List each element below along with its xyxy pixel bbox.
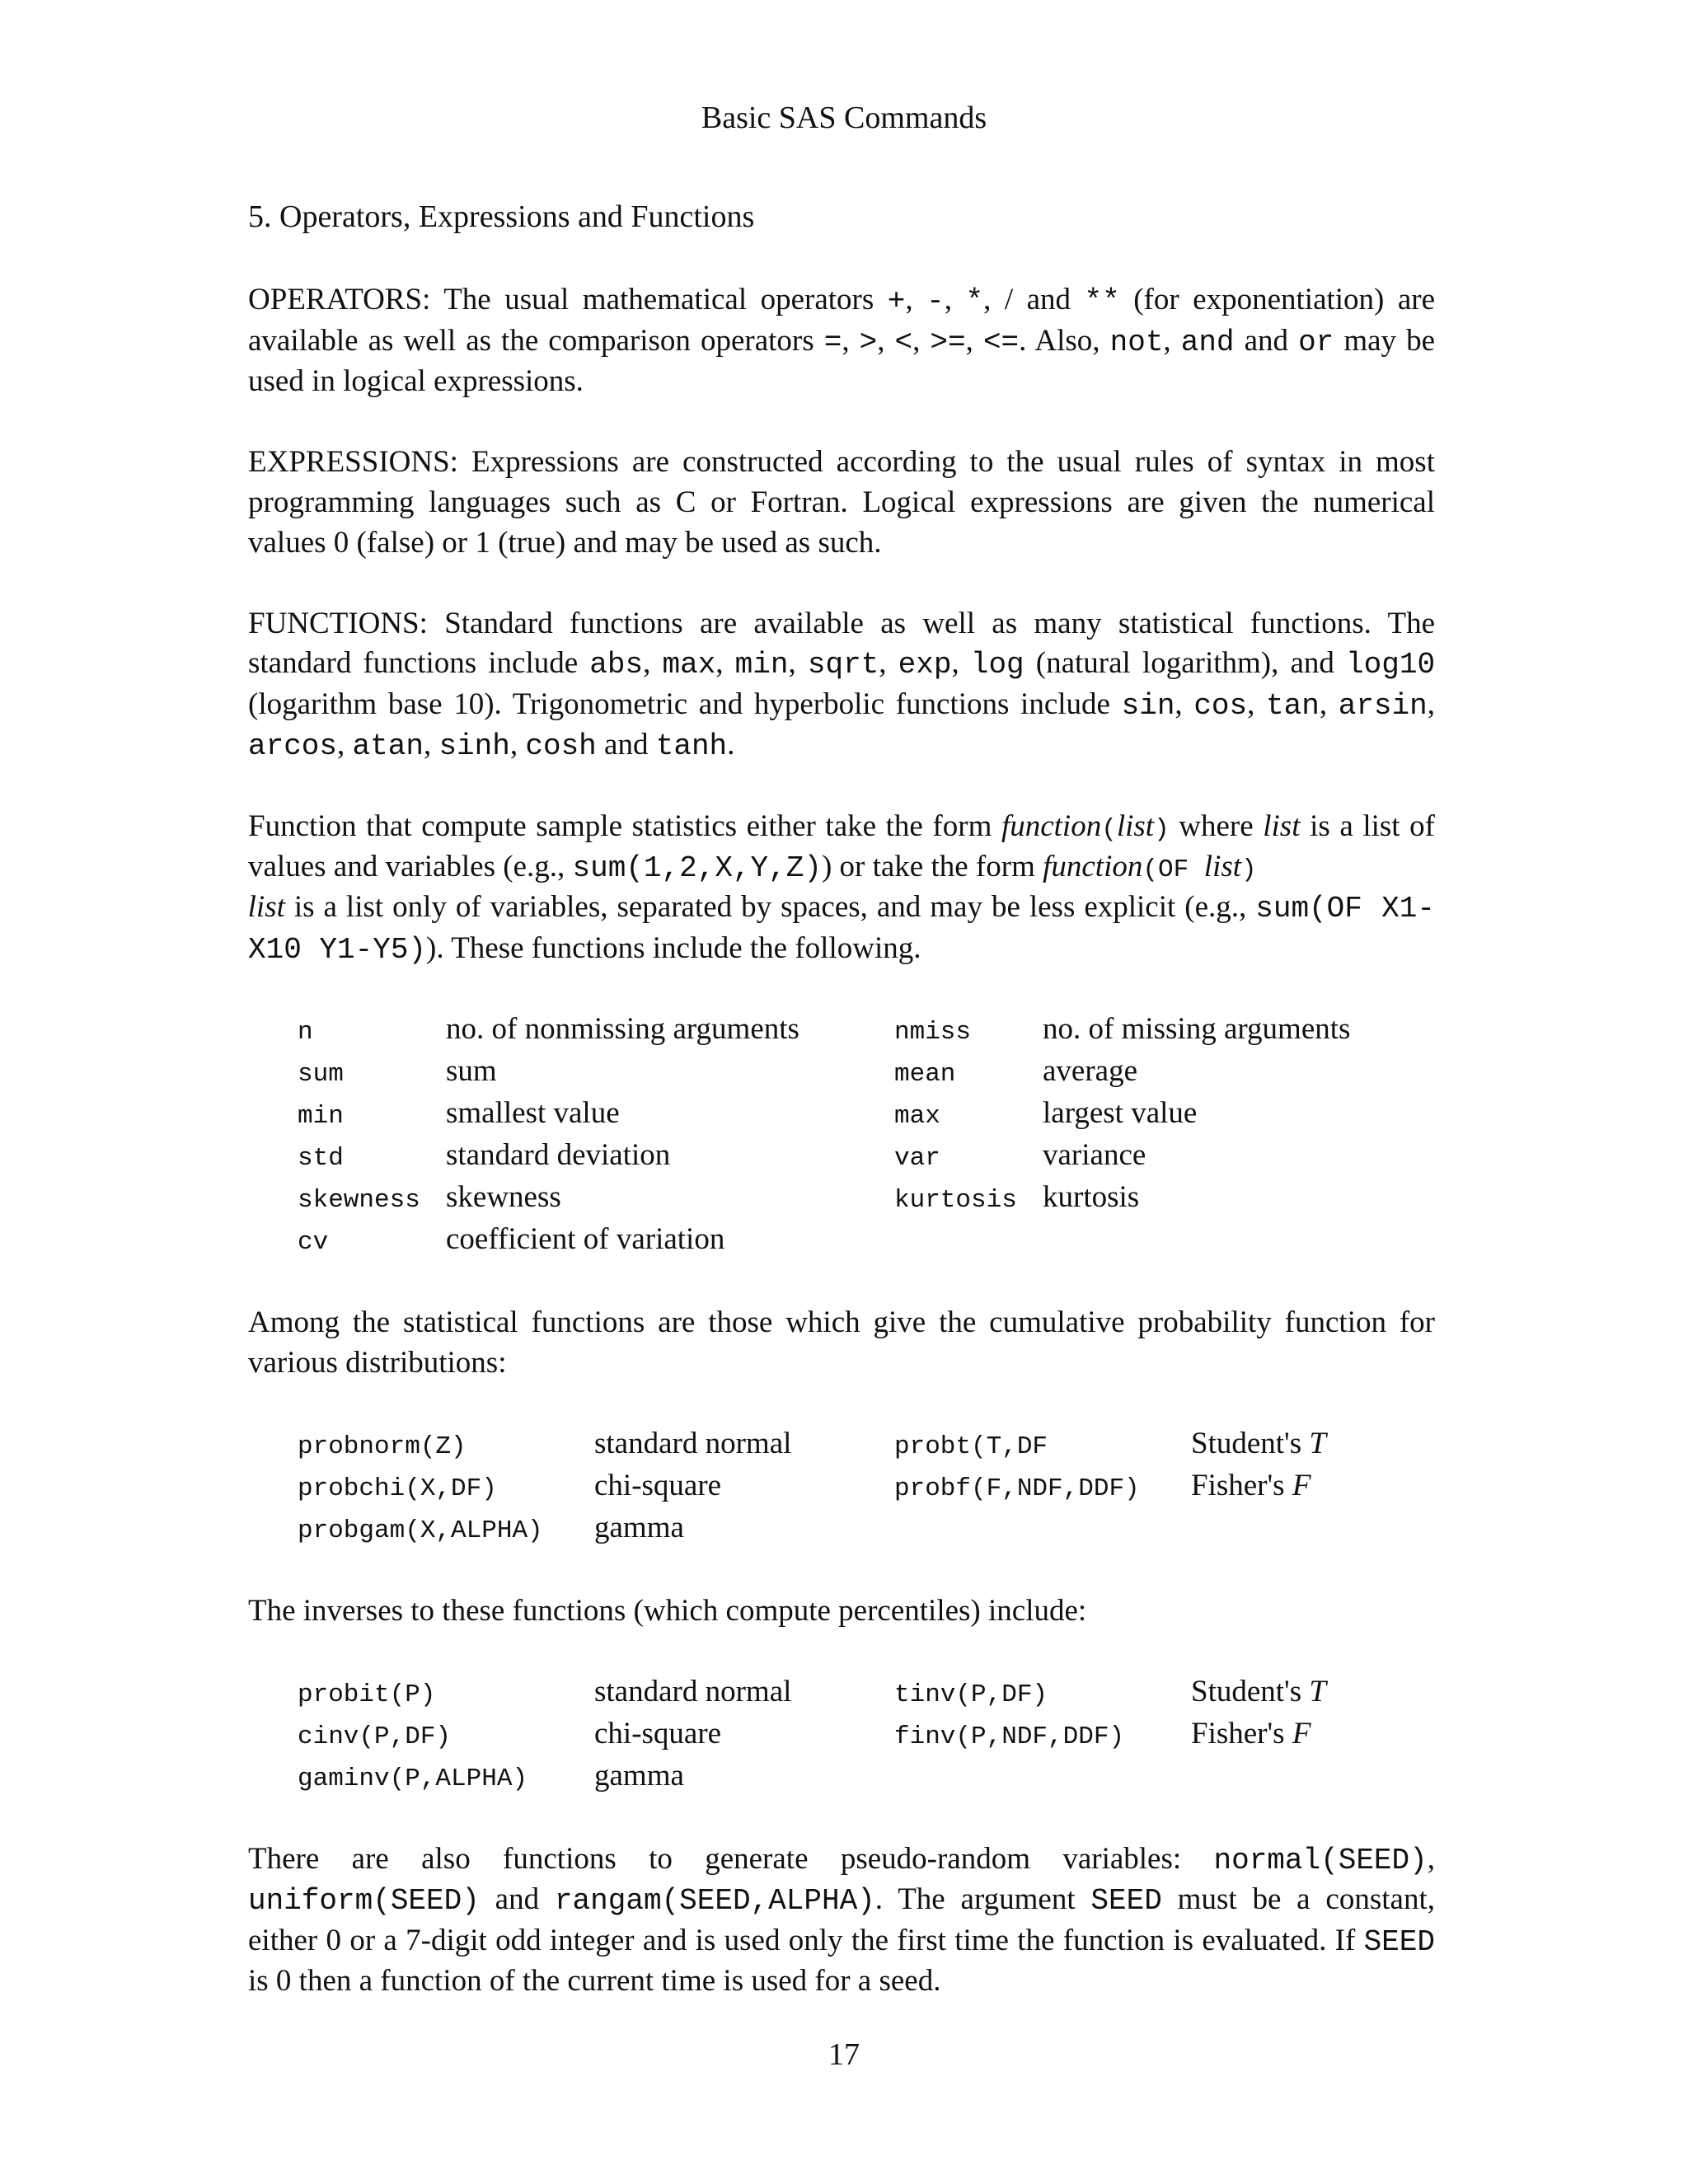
table-row [298,1466,1326,1508]
function-description: sum [446,1054,497,1089]
table-row [298,1220,1350,1262]
table-row [298,1756,1326,1798]
distribution-name [1191,1756,1326,1798]
function-description: variance [1043,1138,1146,1173]
function-name: tinv(P,DF) [894,1680,1048,1709]
function-name: n [298,1018,313,1047]
function-name: sum [298,1060,344,1090]
function-name: kurtosis [894,1186,1017,1216]
inverse-functions-table [298,1672,1326,1798]
function-name [894,1756,1191,1798]
page-number: 17 [828,2037,860,2072]
distribution-name [1191,1508,1326,1550]
function-description: no. of missing arguments [1043,1012,1351,1047]
function-name: probit(P) [298,1680,436,1709]
distribution-name: standard normal [594,1674,792,1708]
function-description: standard deviation [446,1138,671,1173]
distribution-name: gamma [594,1758,684,1793]
function-name: probt(T,DF [894,1432,1048,1461]
function-name: probnorm(Z) [298,1432,467,1461]
cdf-intro-paragraph: Among the statistical functions are those which give the cumulative probability function for various distributions: [248,1305,1435,1380]
function-name: cv [298,1228,329,1258]
function-name: gaminv(P,ALPHA) [298,1764,528,1793]
running-header: Basic SAS Commands [701,101,987,135]
table-row [298,1178,1350,1220]
distribution-name: standard normal [594,1426,792,1460]
distribution-name: chi-square [594,1468,722,1502]
function-name: cinv(P,DF) [298,1722,452,1751]
section-title: 5. Operators, Expressions and Functions [248,199,755,234]
operators-paragraph: OPERATORS: The usual mathematical operators +, -, *, / and ** (for exponentiation) are available as well as the comparison operators =, >, <, >=, <=. Also, not, and and or may be used in logical expressions. [248,283,1436,399]
table-row [298,1052,1350,1094]
function-name: mean [894,1060,956,1090]
distribution-name: Fisher's F [1191,1468,1311,1502]
function-description: smallest value [446,1096,620,1131]
function-name: nmiss [894,1018,972,1047]
stat-functions-table [298,1010,1350,1262]
sample-stats-paragraph: Function that compute sample statistics either take the form function(list) where list is a list of values and variables (e.g., sum(1,2,X,Y,Z)) or take the form function(OF list) list is a list only of variables, separated by spaces, and may be less explicit (e.g., sum(OF X1-X10 Y1-Y5)). These functions include the following. [247,808,1435,967]
distribution-name: chi-square [594,1716,722,1750]
table-row [298,1010,1350,1052]
function-name: probf(F,NDF,DDF) [894,1474,1140,1503]
function-name [894,1220,1043,1262]
function-name [894,1508,1191,1550]
distribution-name: Student's T [1191,1674,1326,1708]
table-row [298,1136,1350,1178]
expressions-label: EXPRESSIONS: [248,445,458,480]
distribution-name: Fisher's F [1191,1716,1311,1750]
cdf-functions-table [298,1424,1326,1550]
table-row [298,1094,1350,1136]
function-name: max [894,1102,940,1132]
function-name: finv(P,NDF,DDF) [894,1722,1125,1751]
function-description: skewness [446,1180,561,1215]
inverse-intro-paragraph: The inverses to these functions (which compute percentiles) include: [248,1593,1087,1628]
operators-label: OPERATORS: [248,283,431,317]
function-description: no. of nonmissing arguments [446,1012,799,1047]
table-row [298,1508,1326,1550]
functions-paragraph: FUNCTIONS: Standard functions are available as well as many statistical functions. The standard functions include abs, max, min, sqrt, exp, log (natural logarithm), and log10 (logarithm base 10). Trigonometric and hyperbolic functions include sin, cos, tan, arsin, arcos, atan, sinh, cosh and tanh. [248,606,1436,764]
function-name: skewness [298,1186,420,1216]
function-name: var [894,1144,940,1174]
function-name: probchi(X,DF) [298,1474,497,1503]
table-row [298,1714,1326,1756]
functions-label: FUNCTIONS: [248,606,428,640]
function-description: average [1043,1054,1138,1089]
random-functions-paragraph: There are also functions to generate pseudo-random variables: normal(SEED), uniform(SEED) and rangam(SEED,ALPHA). The argument SEED must be a constant, either 0 or a 7-digit odd integer and is used only the first time the function is evaluated. If SEED is 0 then a function of the current time is used for a seed. [248,1841,1435,1999]
function-description: kurtosis [1043,1180,1140,1215]
function-description [1043,1220,1350,1262]
table-row [298,1672,1326,1714]
function-name: std [298,1144,344,1174]
distribution-name: gamma [594,1510,684,1544]
expressions-paragraph: EXPRESSIONS: Expressions are constructed according to the usual rules of syntax in most programming languages such as C or Fortran. Logical expressions are given the numerical values 0 (false) or 1 (true) and may be used as such. [248,445,1435,560]
function-description: coefficient of variation [446,1222,725,1257]
function-name: probgam(X,ALPHA) [298,1516,543,1545]
page-body [248,196,1435,2042]
distribution-name: Student's T [1191,1426,1326,1460]
function-description: largest value [1043,1096,1198,1131]
function-name: min [298,1102,344,1132]
table-row [298,1424,1326,1466]
